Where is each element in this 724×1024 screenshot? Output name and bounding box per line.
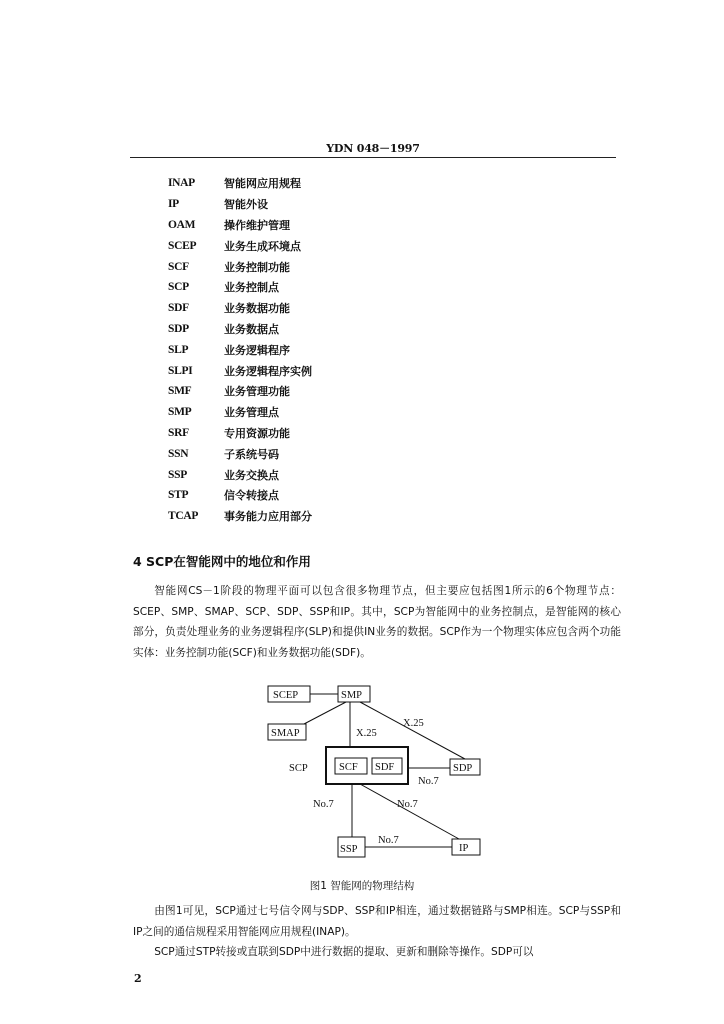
abbreviation-row — [168, 464, 312, 485]
abbreviation-description: 子系统号码 — [224, 447, 279, 461]
header-rule — [130, 157, 616, 158]
abbreviation-row — [168, 423, 312, 444]
scf-label: SCF — [339, 762, 358, 773]
abbreviation-code: SLP — [168, 343, 189, 356]
abbreviation-description: 业务控制功能 — [224, 260, 290, 274]
abbreviation-code: SMP — [168, 406, 192, 419]
abbreviation-code: SLPI — [168, 364, 193, 377]
abbreviation-description: 业务数据功能 — [224, 302, 290, 316]
abbreviation-description: 智能外设 — [224, 198, 268, 212]
abbreviation-description: 业务数据点 — [224, 322, 279, 336]
no7-label: No.7 — [397, 799, 418, 810]
abbreviation-row — [168, 485, 312, 506]
abbreviation-code: SSP — [168, 468, 187, 481]
abbreviation-description: 业务生成环境点 — [224, 239, 301, 253]
abbreviation-code: SCEP — [168, 239, 197, 252]
scp-label: SCP — [289, 763, 308, 774]
abbreviation-description: 业务逻辑程序实例 — [224, 364, 312, 378]
paragraph: SCP通过STP转接或直联到SDP中进行数据的提取、更新和删除等操作。SDP可以 — [154, 946, 534, 958]
abbreviation-code: INAP — [168, 177, 195, 190]
abbreviation-code: SRF — [168, 426, 189, 439]
smap-label: SMAP — [271, 728, 300, 739]
abbreviation-row — [168, 381, 312, 402]
smp-label: SMP — [341, 690, 363, 701]
abbreviation-code: TCAP — [168, 510, 199, 523]
ip-label: IP — [459, 843, 469, 854]
abbreviation-row — [168, 402, 312, 423]
abbreviation-description: 专用资源功能 — [224, 426, 290, 440]
abbreviation-description: 业务逻辑程序 — [224, 343, 290, 357]
abbreviation-row — [168, 277, 312, 298]
abbreviation-code: SDF — [168, 302, 189, 315]
abbreviation-row — [168, 506, 312, 527]
link-scp-ip — [360, 784, 459, 839]
abbreviation-code: OAM — [168, 218, 196, 231]
abbreviation-description: 业务交换点 — [224, 468, 279, 482]
section-title: 4 SCP在智能网中的地位和作用 — [133, 554, 311, 569]
x25-label: X.25 — [403, 718, 424, 729]
abbreviation-description: 业务管理点 — [224, 406, 279, 420]
scep-label: SCEP — [273, 690, 299, 701]
abbreviation-code: SCF — [168, 260, 189, 273]
abbreviation-description: 信令转接点 — [224, 489, 279, 503]
abbreviation-row — [168, 360, 312, 381]
abbreviation-list — [168, 173, 312, 527]
sdf-label: SDF — [375, 762, 395, 773]
page-number: 2 — [134, 972, 142, 985]
abbreviation-description: 智能网应用规程 — [224, 177, 301, 191]
abbreviation-row — [168, 339, 312, 360]
no7-label: No.7 — [418, 776, 439, 787]
abbreviation-row — [168, 298, 312, 319]
abbreviation-row — [168, 235, 312, 256]
abbreviation-row — [168, 256, 312, 277]
sdp-label: SDP — [453, 763, 473, 774]
paragraph: 由图1可见，SCP通过七号信令网与SDP、SSP和IP相连，通过数据链路与SMP相连。SCP与SSP和IP之间的通信规程采用智能网应用规程(INAP)。 — [133, 905, 621, 938]
abbreviation-code: SSN — [168, 447, 189, 460]
link-smap-smp — [304, 702, 346, 724]
abbreviation-code: IP — [168, 198, 179, 211]
figure-caption: 图1 智能网的物理结构 — [309, 880, 415, 892]
abbreviation-description: 业务控制点 — [224, 281, 279, 295]
abbreviation-row — [168, 443, 312, 464]
paragraph: 智能网CS－1阶段的物理平面可以包含很多物理节点，但主要应包括图1所示的6个物理节点：SCEP、SMP、SMAP、SCP、SDP、SSP和IP。其中，SCP为智能网中的业务控制点，是智能网的核心部分，负责处理业务的业务逻辑程序(SLP)和提供IN业务的数据。SCP作为一个物理实体应包含两个功能实体：业务控制功能(SCF)和业务数据功能(SDF)。 — [133, 585, 621, 659]
page-header: YDN 048－1997 — [326, 142, 420, 155]
physical-structure-diagram — [260, 680, 490, 860]
abbreviation-code: SDP — [168, 322, 189, 335]
abbreviation-code: STP — [168, 489, 189, 502]
abbreviation-description: 事务能力应用部分 — [224, 510, 312, 524]
abbreviation-description: 业务管理功能 — [224, 385, 290, 399]
abbreviation-row — [168, 319, 312, 340]
abbreviation-code: SMF — [168, 385, 192, 398]
abbreviation-description: 操作维护管理 — [224, 218, 290, 232]
abbreviation-row — [168, 215, 312, 236]
no7-label: No.7 — [378, 835, 399, 846]
abbreviation-row — [168, 194, 312, 215]
no7-label: No.7 — [313, 799, 334, 810]
abbreviation-row — [168, 173, 312, 194]
abbreviation-code: SCP — [168, 281, 189, 294]
ssp-label: SSP — [340, 844, 358, 855]
x25-label: X.25 — [356, 728, 377, 739]
